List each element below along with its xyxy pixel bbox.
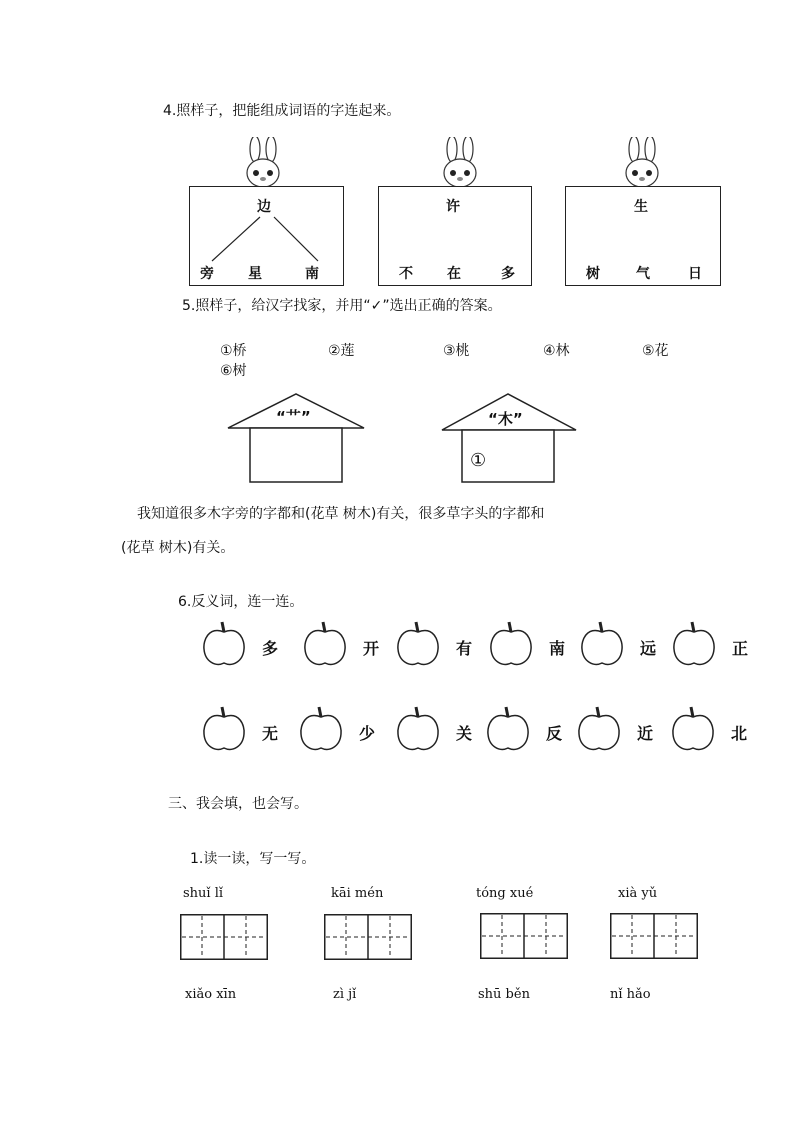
apple-icon: [302, 620, 348, 668]
apple-char: 反: [545, 724, 562, 743]
rabbit-icon: [619, 137, 665, 189]
word-box-1: [189, 186, 344, 286]
apple-char: 关: [455, 724, 472, 743]
pinyin-4: xià yǔ: [618, 886, 658, 901]
q6-title: 6.反义词，连一连。: [178, 594, 304, 610]
box3-char-1[interactable]: 树: [586, 266, 600, 282]
box3-top-char: 生: [634, 199, 648, 215]
house-mu: [440, 392, 580, 486]
box1-char-2[interactable]: 星: [248, 266, 262, 282]
option-3: ③桃: [443, 343, 470, 359]
apple-row2-1[interactable]: [201, 705, 278, 753]
q5-title: 5.照样子，给汉字找家，并用“✓”选出正确的答案。: [182, 298, 502, 314]
apple-icon: [201, 620, 247, 668]
apple-char: 多: [261, 639, 278, 658]
apple-icon: [395, 705, 441, 753]
section3-q1-title: 1.读一读，写一写。: [190, 851, 316, 867]
apple-char: 正: [731, 639, 748, 658]
apple-row2-6[interactable]: [670, 705, 747, 753]
apple-row1-5[interactable]: [579, 620, 656, 668]
apple-row1-3[interactable]: [395, 620, 472, 668]
pinyin-5: xiǎo xīn: [185, 987, 237, 1002]
box1-char-1[interactable]: 旁: [200, 266, 214, 282]
apple-row1-2[interactable]: [302, 620, 379, 668]
house-cao-roof-label: “艹”: [276, 408, 311, 426]
house-mu-roof-label: “木”: [488, 410, 523, 428]
pinyin-6: zì jǐ: [333, 987, 357, 1002]
pinyin-8: nǐ hǎo: [610, 987, 651, 1002]
option-1: ①桥: [220, 343, 247, 359]
box2-char-3[interactable]: 多: [501, 266, 515, 282]
word-box-2: [378, 186, 532, 286]
option-4: ④林: [543, 343, 570, 359]
apple-row1-4[interactable]: [488, 620, 565, 668]
apple-icon: [579, 620, 625, 668]
pinyin-3: tóng xué: [476, 886, 534, 901]
apple-char: 少: [358, 724, 375, 743]
apple-icon: [201, 705, 247, 753]
apple-row2-5[interactable]: [576, 705, 653, 753]
q4-title: 4.照样子，把能组成词语的字连起来。: [163, 103, 401, 119]
box1-char-3[interactable]: 南: [305, 266, 319, 282]
writing-grid-1[interactable]: [180, 914, 268, 960]
box2-top-char: 许: [446, 199, 460, 215]
option-5: ⑤花: [642, 343, 669, 359]
box2-char-2[interactable]: 在: [447, 266, 461, 282]
apple-char: 远: [639, 639, 656, 658]
writing-grid-4[interactable]: [610, 913, 698, 959]
section3-title: 三、我会填，也会写。: [168, 796, 308, 812]
writing-grid-3[interactable]: [480, 913, 568, 959]
apple-row2-2[interactable]: [298, 705, 375, 753]
apple-char: 北: [730, 724, 747, 743]
box3-char-2[interactable]: 气: [636, 266, 650, 282]
word-box-3: [565, 186, 721, 286]
apple-char: 近: [636, 724, 653, 743]
rabbit-icon: [240, 137, 286, 189]
box2-char-1[interactable]: 不: [399, 266, 413, 282]
apple-icon: [395, 620, 441, 668]
pinyin-1: shuǐ lǐ: [183, 886, 224, 901]
pinyin-2: kāi mén: [331, 886, 384, 901]
option-2: ②莲: [328, 343, 355, 359]
apple-char: 有: [455, 639, 472, 658]
rabbit-icon: [437, 137, 483, 189]
house-mu-answer[interactable]: ①: [470, 450, 487, 471]
apple-icon: [485, 705, 531, 753]
apple-row1-1[interactable]: [201, 620, 278, 668]
apple-row1-6[interactable]: [671, 620, 748, 668]
q5-sentence-line2: (花草 树木)有关。: [121, 540, 235, 556]
apple-icon: [670, 705, 716, 753]
apple-icon: [488, 620, 534, 668]
apple-char: 南: [548, 639, 565, 658]
apple-char: 无: [261, 724, 278, 743]
apple-row2-4[interactable]: [485, 705, 562, 753]
apple-char: 开: [362, 639, 379, 658]
apple-icon: [671, 620, 717, 668]
box1-top-char: 边: [257, 199, 271, 215]
option-6: ⑥树: [220, 363, 247, 379]
apple-row2-3[interactable]: [395, 705, 472, 753]
box3-char-3[interactable]: 日: [688, 266, 702, 282]
writing-grid-2[interactable]: [324, 914, 412, 960]
q5-sentence-line1: 我知道很多木字旁的字都和(花草 树木)有关，很多草字头的字都和: [137, 506, 545, 522]
apple-icon: [576, 705, 622, 753]
pinyin-7: shū běn: [478, 987, 530, 1002]
apple-icon: [298, 705, 344, 753]
